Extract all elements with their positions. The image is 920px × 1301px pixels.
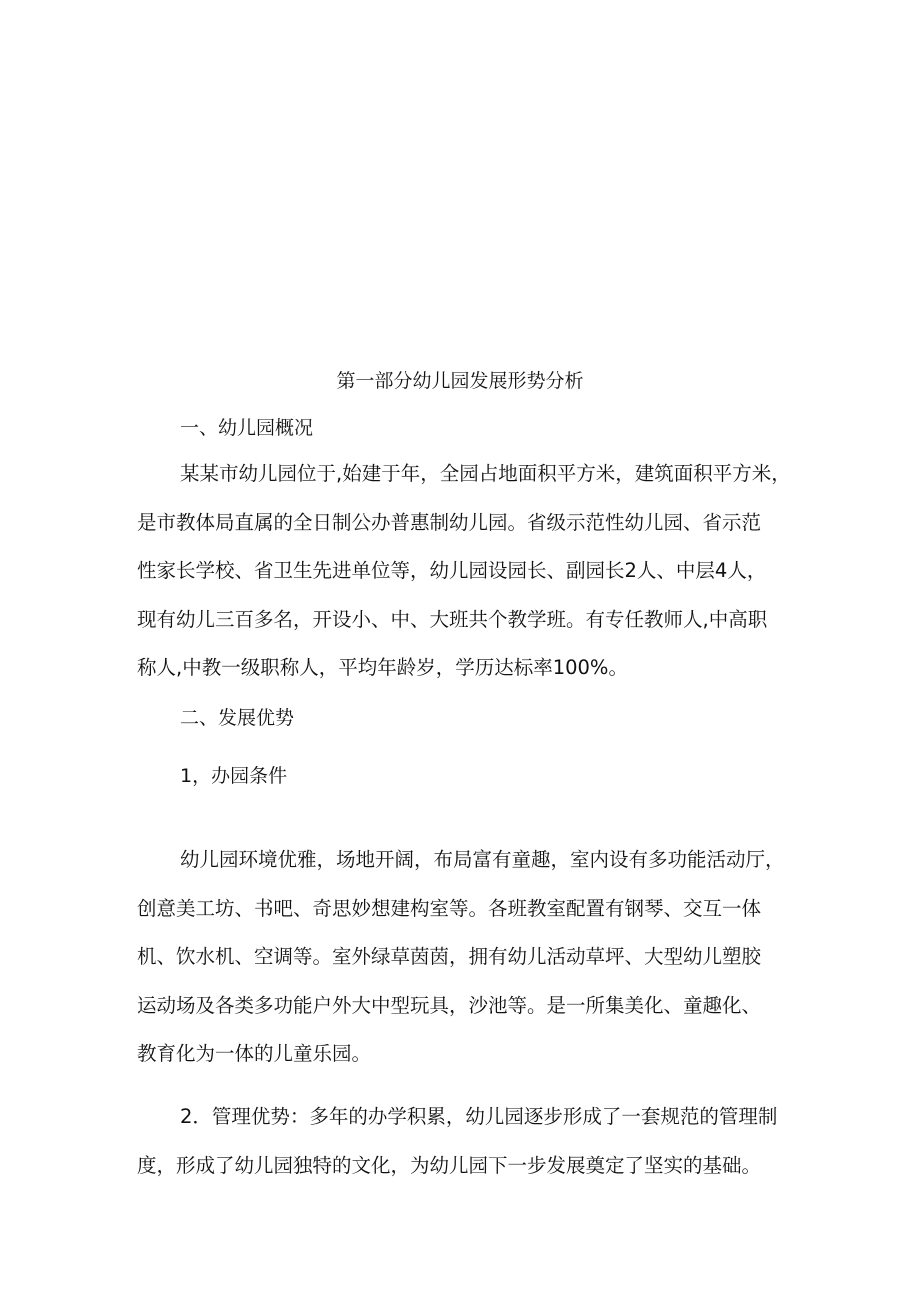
paragraph-line: 机、饮水机、空调等。室外绿草茵茵，拥有幼儿活动草坪、大型幼儿塑胶 bbox=[137, 945, 762, 968]
paragraph-line: 某某市幼儿园位于,始建于年，全园占地面积平方米，建筑面积平方米， bbox=[180, 462, 791, 485]
paragraph-line: 教育化为一体的儿童乐园。 bbox=[137, 1042, 372, 1065]
paragraph-management bbox=[137, 1093, 793, 1190]
section-heading-overview: 一、幼儿园概况 bbox=[180, 417, 314, 439]
item-heading-conditions: 1，办园条件 bbox=[180, 765, 288, 787]
section-heading-advantages: 二、发展优势 bbox=[180, 707, 295, 729]
document-title: 第一部分幼儿园发展形势分析 bbox=[336, 370, 584, 392]
paragraph-line: 幼儿园环境优雅，场地开阔，布局富有童趣，室内设有多功能活动厅， bbox=[180, 848, 785, 871]
paragraph-conditions bbox=[137, 836, 793, 1079]
paragraph-line: 2．管理优势：多年的办学积累，幼儿园逐步形成了一套规范的管理制 bbox=[180, 1105, 778, 1128]
paragraph-line: 运动场及各类多功能户外大中型玩具，沙池等。是一所集美化、童趣化、 bbox=[137, 993, 762, 1017]
paragraph-line: 度，形成了幼儿园独特的文化，为幼儿园下一步发展奠定了坚实的基础。 bbox=[137, 1153, 762, 1177]
paragraph-line: 现有幼儿三百多名，开设小、中、大班共个教学班。有专任教师人,中高职 bbox=[137, 607, 768, 631]
paragraph-overview bbox=[137, 450, 793, 693]
paragraph-line: 是市教体局直属的全日制公办普惠制幼儿园。省级示范性幼儿园、省示范 bbox=[137, 510, 762, 534]
paragraph-line: 创意美工坊、书吧、奇思妙想建构室等。各班教室配置有钢琴、交互一体 bbox=[137, 896, 762, 920]
paragraph-line: 性家长学校、省卫生先进单位等，幼儿园设园长、副园长2人、中层4人， bbox=[137, 559, 767, 582]
paragraph-line: 称人,中教一级职称人，平均年龄岁，学历达标率100%。 bbox=[137, 656, 628, 679]
